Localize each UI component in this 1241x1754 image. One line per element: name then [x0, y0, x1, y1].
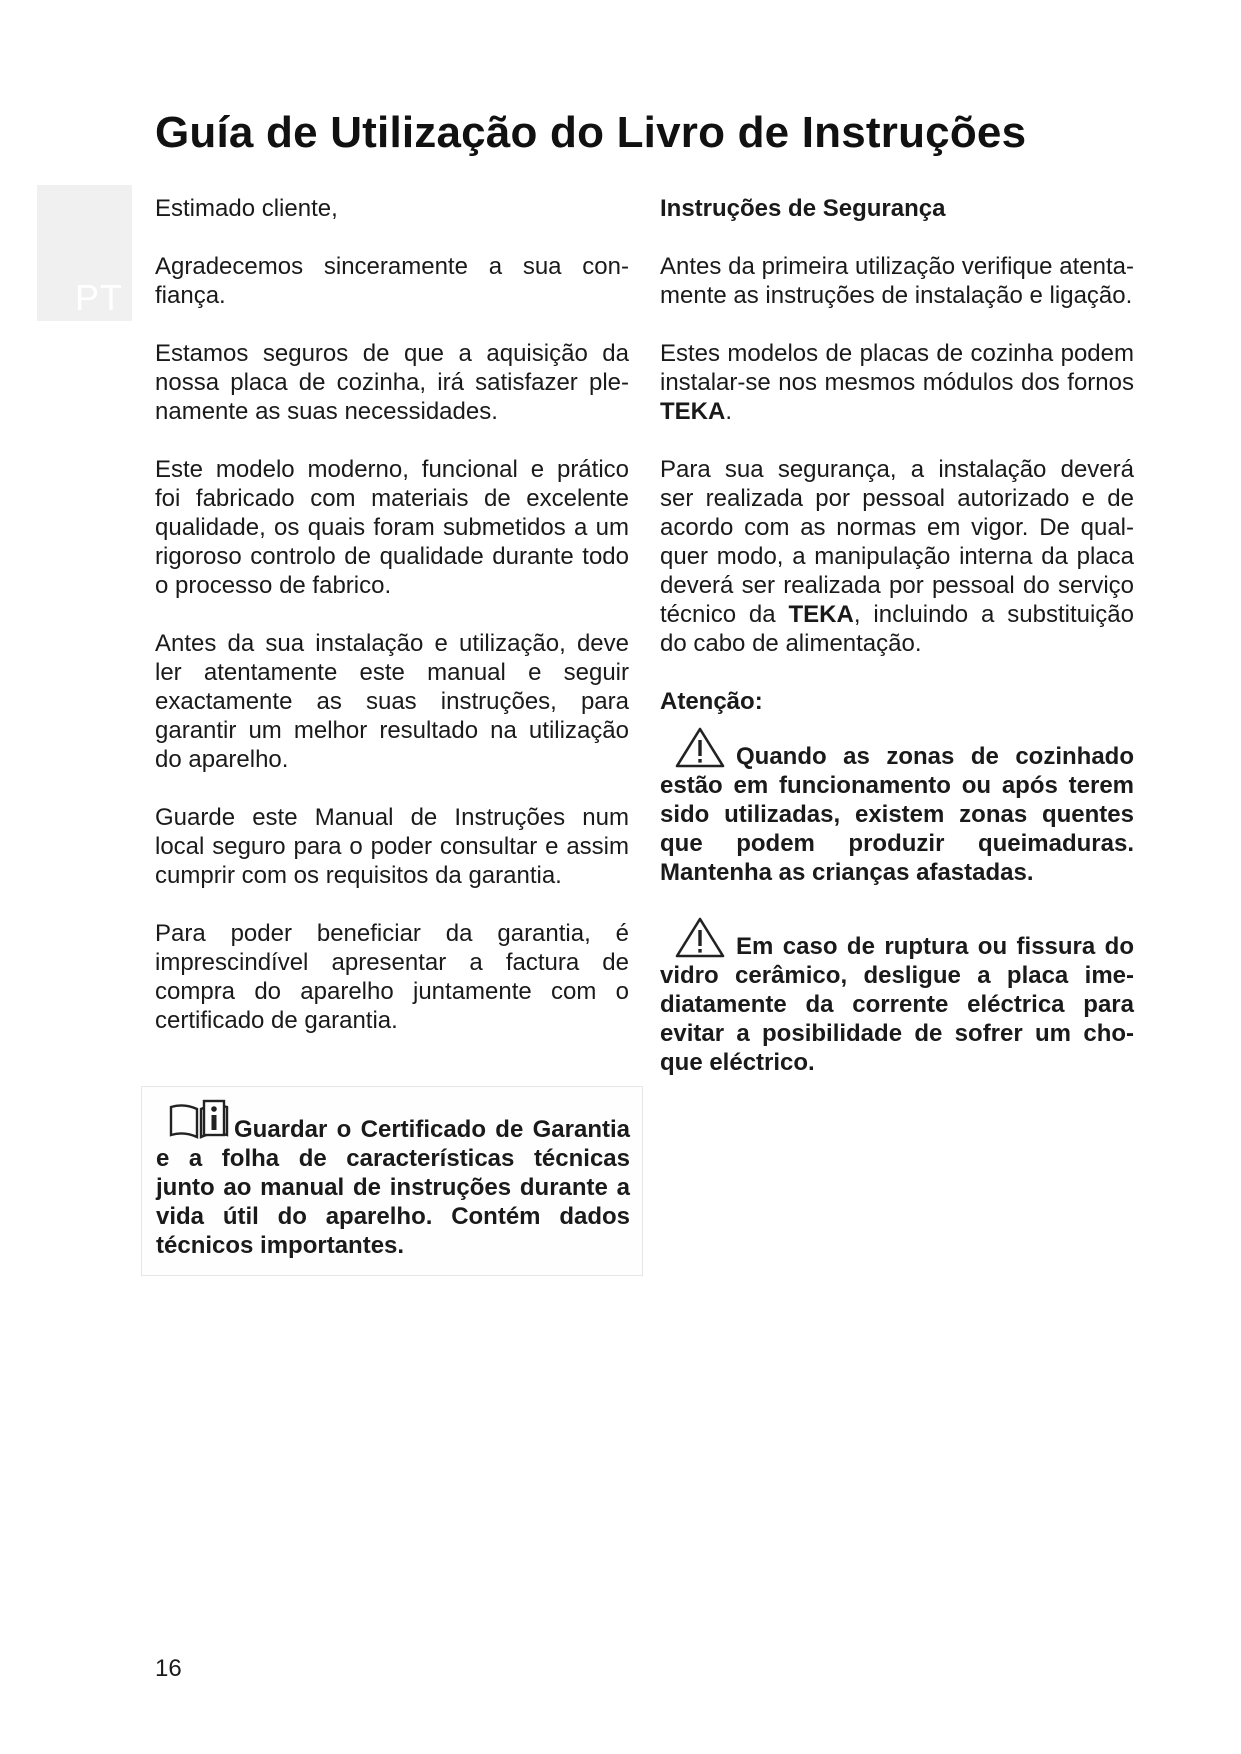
installation-safety-end: , incluindo a substituição do cabo de alimentação. [660, 601, 1134, 657]
page-title: Guía de Utilização do Livro de Instruções [155, 108, 1027, 157]
paragraph-keep-manual: Guarde este Manual de Instruções num local seguro para o poder consultar e assim cumprir com os requisitos da garantia. [155, 804, 629, 889]
paragraph-model-quality: Este modelo moderno, funcional e prático foi fabricado com materiais de excelente qualidade, os quais foram submetidos a um rigoroso controlo de qualidade durante todo o processo de fabrico. [155, 456, 629, 599]
right-column [660, 194, 1134, 1106]
language-tab-label: PT [75, 277, 124, 318]
paragraph-check-instructions: Antes da primeira utilização verifique atenta-mente as instruções de instalação e ligação. [660, 253, 1134, 309]
warning-hot-zones [660, 726, 1134, 887]
warning-glass-breakage [660, 916, 1134, 1077]
paragraph-thanks: Agradecemos sinceramente a sua con-fiança. [155, 253, 629, 309]
safety-heading: Instruções de Segurança [660, 195, 946, 222]
warning-hot-zones-text: Quando as zonas de cozinhado estão em funcionamento ou após terem sido utilizadas, existem zonas quentes que podem produzir queimaduras. Mantenha as crianças afastadas. [660, 743, 1134, 886]
oven-modules-text: Estes modelos de placas de cozinha podem instalar-se nos mesmos módulos dos fornos [660, 340, 1134, 396]
warning-glass-breakage-text: Em caso de ruptura ou fissura do vidro cerâmico, desligue a placa ime-diatamente da corrente eléctrica para evitar a posibilidade de sofrer um cho-que eléctrico. [660, 933, 1134, 1076]
page-number: 16 [155, 1655, 182, 1682]
left-column [155, 194, 629, 1064]
brand-name: TEKA [660, 398, 726, 425]
language-tab [37, 185, 132, 321]
info-box-certificate [141, 1086, 643, 1276]
paragraph-read-manual: Antes da sua instalação e utilização, deve ler atentamente este manual e seguir exactamente as suas instruções, para garantir um melhor resultado na utilização do aparelho. [155, 630, 629, 773]
brand-name: TEKA [788, 601, 854, 628]
info-box-text: Guardar o Certificado de Garantia e a folha de características técnicas junto ao manual de instruções durante a vida útil do aparelho. Contém dados técnicos importantes. [156, 1116, 630, 1259]
paragraph-satisfaction: Estamos seguros de que a aquisição da nossa placa de cozinha, irá satisfazer ple-namente as suas necessidades. [155, 340, 629, 425]
warning-triangle-icon [674, 726, 726, 770]
greeting: Estimado cliente, [155, 195, 338, 222]
warning-triangle-icon [674, 916, 726, 960]
paragraph-installation-safety [660, 455, 1134, 658]
installation-safety-text: Para sua segurança, a instalação deverá ser realizada por pessoal autorizado e de acordo com as normas em vigor. De qual-quer modo, a manipulação interna da placa deverá ser realizada por pessoal do serviço técnico da [660, 456, 1134, 628]
oven-modules-end: . [725, 398, 733, 425]
attention-label: Atenção: [660, 688, 763, 715]
manual-info-icon [168, 1099, 230, 1141]
info-box-text-block [156, 1099, 630, 1260]
paragraph-oven-modules [660, 339, 1134, 426]
paragraph-warranty: Para poder beneficiar da garantia, é imprescindível apresentar a factura de compra do aparelho juntamente com o certificado de garantia. [155, 920, 629, 1034]
